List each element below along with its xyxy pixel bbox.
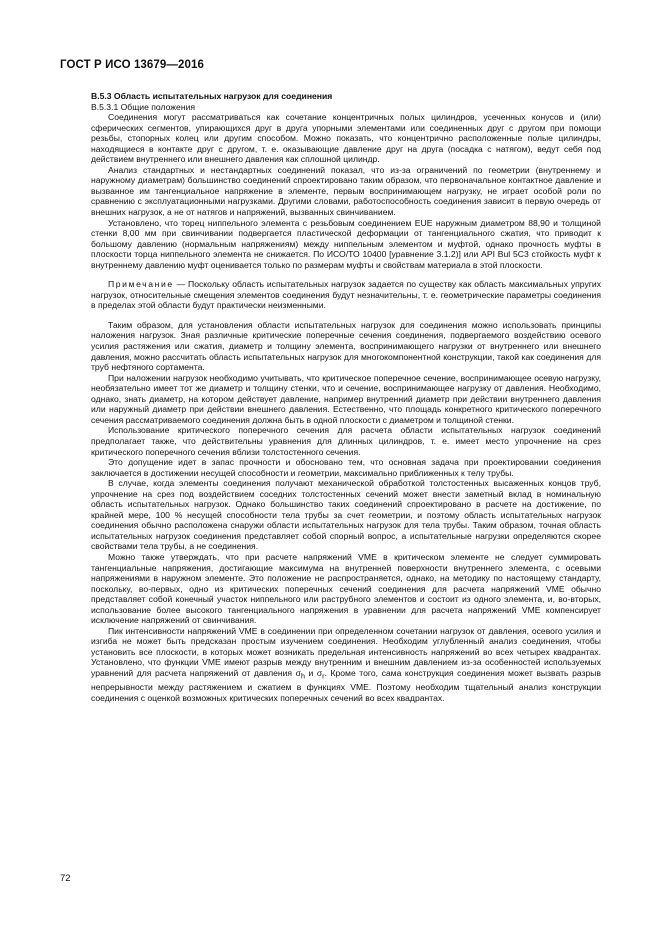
paragraph: Использование критического поперечного сечения для расчета области испытательных нагрузок соединений предполагает также, что действительны уравнения для длинных цилиндров, т. е. имеет место упрочнение на срез критического поперечного сечения вблизи толстостенного сечения. [91,425,601,457]
paragraph: Можно также утверждать, что при расчете напряжений VME в критическом элементе не следует суммировать тангенциальные напряжения, достигающие максимума на внутренней поверхности внутреннего элемента, с осевыми напряжениями в наружном элементе. Это положение не распространяется, однако, на методику по настоящему стандарту, поскольку, во-первых, одно из критических поперечных сечений соединения для расчета напряжений VME обычно представляет собой конечный участок ниппельного или раструбного элементов и состоит из одного элемента, и, во-вторых, использование более высокого тангенциального напряжения в уравнении для расчета напряжений VME компенсирует исключение напряжений от свинчивания. [91,551,601,626]
paragraph: Таким образом, для установления области испытательных нагрузок для соединения можно использовать принципы наложения нагрузок. Зная различные критические поперечные сечения соединения, подвергаемого воздействию осевого усилия растяжения или сжатия, диаметр и толщину элемента, воспринимающего нагрузки от внутреннего или внешнего давления, можно рассчитать область испытательных нагрузок для многокомпонентной конструкции, такой как соединения для труб нефтяного сортамента. [91,319,601,373]
document-header: ГОСТ Р ИСО 13679—2016 [60,59,205,71]
paragraph: Пик интенсивности напряжений VME в соединении при определенном сочетании нагрузок от давления, осевого усилия и изгиба не может быть предсказан простым изучением соединения. Необходим углубленный анализ соединения, чтобы установить все плоскости, в которых может возникать предельная интенсивность напряжений во всех четырех квадрантах. Установлено, что функции VME имеют разрыв между внутренним и внешним давлением из-за особенностей используемых уравнений для расчета напряжений от давления $\sigma_h$ и $\sigma_r$. Кроме того, сама конструкция соединения может вызвать разрыв непрерывности между растяжением и сжатием в функциях VME. Поэтому необходим тщательный анализ конструкции соединения с оценкой возможных критических поперечных сечений во всех квадрантах. [91,625,601,703]
page-content [91,91,601,703]
paragraph: Анализ стандартных и нестандартных соединений показал, что из-за ограничений по геометрии (внутреннему и наружному диаметрам) большинство соединений спроектировано таким образом, что первоначальное контактное давление и вызванное им тангенциальное напряжение в элементе, первым воспринимающем нагрузку, не играет особой роли по сравнению с эксплуатационными нагрузками. Другими словами, работоспособность соединения зависит в первую очередь от внешних нагрузок, а не от натягов и напряжений, вызванных свинчиванием. [91,164,601,218]
paragraph-text: Пик интенсивности напряжений VME в соединении при определенном сочетании нагрузок от давления, осевого усилия и изгиба не может быть предсказан простым изучением соединения. Необходим углубленный анализ соединения, чтобы установить все плоскости, в которых может возникать предельная интенсивность напряжений во всех четырех квадрантах. Установлено, что функции VME имеют разрыв между внутренним и внешним давлением из-за особенностей используемых уравнений для расчета напряжений от давления [91,625,601,678]
note-text: — Поскольку область испытательных нагрузок задается по существу как область максимальных упругих нагрузок, относительные смещения элементов соединения будут незначительны, т. е. геометрические параметры соединения в пределах этой области будут практически неизменными. [91,279,601,311]
paragraph: При наложении нагрузок необходимо учитывать, что критическое поперечное сечение, воспринимающее осевую нагрузку, необязательно имеет тот же диаметр и толщину стенки, что и сечение, воспринимающее нагрузку от давления. Необходимо, однако, знать диаметр, на котором действует давление, например внутренний диаметр при действии внутреннего давления или наружный диаметр при действии внешнего давления. Естественно, что площадь конкретного критического поперечного сечения рассматриваемого соединения должна быть в одной плоскости с диаметром и толщиной стенки. [91,372,601,425]
page-number: 72 [60,873,71,884]
section-heading: B.5.3 Область испытательных нагрузок для соединения [91,91,333,101]
paragraph: Это допущение идет в запас прочности и обосновано тем, что основная задача при проектировании соединения заключается в достижении несущей способности и геометрии, максимально приближенных к телу трубы. [91,457,601,478]
sigma-h-symbol: $\sigma_h$ [295,667,305,681]
note [91,279,601,311]
paragraph: Установлено, что торец ниппельного элемента с резьбовым соединением EUE наружным диаметром 88,90 и толщиной стенки 8,00 мм при свинчивании подвергается пластической деформации от тангенциального сжатия, что приводит к большому давлению (нормальным напряжениям) между ниппельным элементом и муфтой, однако прочность муфты в плоскости торца ниппельного элемента не снижается. По ИСО/ТО 10400 [уравнение 3.1.2)] или API Bul 5C3 стойкость муфт к внутреннему давлению муфт оценивается только по размерам муфты и свойствам материала в этой плоскости. [91,217,601,270]
paragraph: В случае, когда элементы соединения получают механической обработкой толстостенных высаженных концов труб, упрочнение на срез под воздействием соседних толстостенных сечений может внести заметный вклад в номинальную область испытательных нагрузок. Однако большинство таких соединений спроектировано в расчете на достижение, по крайней мере, 100 % несущей способности тела трубы за счет геометрии, и поэтому область испытательных нагрузок соединения обычно расположена снаружи области испытательных нагрузок для тела трубы. Таким образом, точная область испытательных нагрузок соединения представляет собой спорный вопрос, а испытательные нагрузки определяются скорее свойствами тела трубы, а не соединения. [91,478,601,552]
sigma-r-symbol: $\sigma_r$ [316,667,325,681]
paragraph-text: . Кроме того, сама конструкция соединения может вызвать разрыв непрерывности между растяжением и сжатием в функциях VME. Поэтому необходим тщательный анализ конструкции соединения с оценкой возможных критических поперечных сечений во всех квадрантах. [91,667,601,703]
paragraph: Соединения могут рассматриваться как сочетание концентричных полых цилиндров, усеченных конусов и (или) сферических сегментов, упирающихся друг в друга упорными элементами или соединенных друг с другом при помощи резьбы, стопорных колец или другим способом. Можно показать, что концентрично расположенные полые цилиндры, находящиеся в контакте друг с другом, т. е. оказывающие давление друг на друга (посадка с натягом), ведут себя под действием внутреннего или внешнего давления как сплошной цилиндр. [91,112,601,165]
subsection-heading: B.5.3.1 Общие положения [91,101,196,112]
note-label: Примечание [108,279,174,290]
